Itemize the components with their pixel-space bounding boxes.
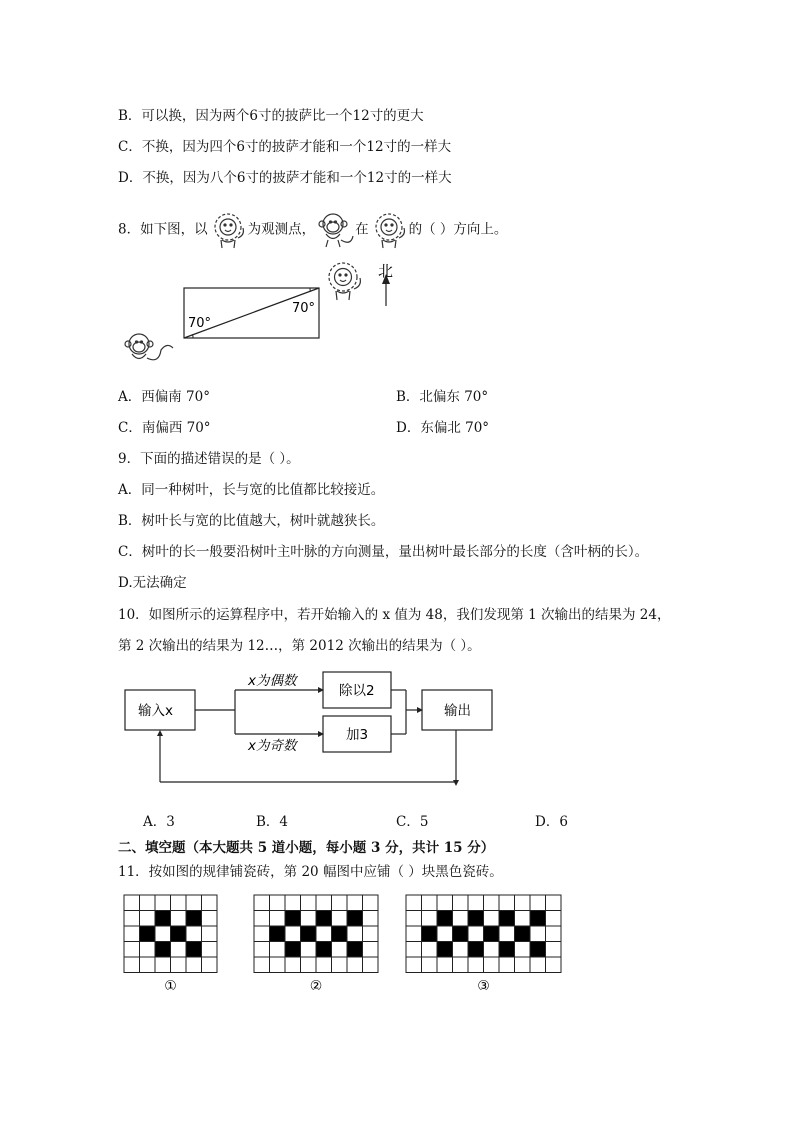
q8-stem-part4: 的（ ）方向上。: [408, 221, 508, 238]
white-tile: [499, 957, 515, 973]
white-tile: [270, 957, 286, 973]
q8-option-a: A．西偏南 70°: [118, 389, 210, 405]
q11-stem: 11．按如图的规律铺瓷砖，第 20 幅图中应铺（ ）块黑色瓷砖。: [118, 864, 503, 880]
white-tile: [437, 926, 453, 942]
black-tile: [316, 942, 332, 958]
black-tile: [285, 911, 301, 927]
q7-option-b: B．可以换，因为两个6寸的披萨比一个12寸的更大: [118, 108, 424, 124]
flow-odd-label: x为奇数: [248, 738, 297, 754]
black-tile: [316, 911, 332, 927]
white-tile: [301, 957, 317, 973]
q10-flowchart: [118, 668, 498, 793]
section2-title: 二、填空题（本大题共 5 道小题，每小题 3 分，共计 15 分）: [118, 840, 495, 856]
white-tile: [530, 926, 546, 942]
black-tile: [484, 926, 500, 942]
q7-option-d: D．不换，因为八个6寸的披萨才能和一个12寸的一样大: [118, 170, 452, 186]
white-tile: [254, 911, 270, 927]
north-label: 北: [378, 262, 394, 280]
angle-label-bottom-left: 70°: [188, 316, 212, 331]
white-tile: [484, 942, 500, 958]
lion-icon: [329, 263, 360, 300]
white-tile: [347, 895, 363, 911]
q8-option-c: C．南偏西 70°: [118, 420, 211, 436]
white-tile: [186, 895, 202, 911]
monkey-icon: [315, 210, 355, 250]
white-tile: [530, 957, 546, 973]
white-tile: [453, 942, 469, 958]
white-tile: [515, 957, 531, 973]
white-tile: [406, 957, 422, 973]
white-tile: [124, 957, 140, 973]
white-tile: [155, 926, 171, 942]
white-tile: [332, 942, 348, 958]
q9-option-c: C．树叶的长一般要沿树叶主叶脉的方向测量，量出树叶最长部分的长度（含叶柄的长）。: [118, 544, 649, 560]
white-tile: [363, 895, 379, 911]
white-tile: [202, 942, 218, 958]
black-tile: [499, 911, 515, 927]
white-tile: [406, 926, 422, 942]
white-tile: [422, 942, 438, 958]
white-tile: [202, 926, 218, 942]
flow-input-label: 输入x: [138, 703, 173, 719]
white-tile: [124, 926, 140, 942]
q11-tile-patterns: [118, 890, 568, 990]
white-tile: [406, 942, 422, 958]
white-tile: [186, 957, 202, 973]
q8-option-d: D．东偏北 70°: [396, 420, 490, 436]
white-tile: [202, 911, 218, 927]
q8-stem: [118, 210, 507, 250]
white-tile: [546, 895, 562, 911]
black-tile: [155, 942, 171, 958]
white-tile: [155, 895, 171, 911]
q10-stem-line2: 第 2 次输出的结果为 12…，第 2012 次输出的结果为（ ）。: [118, 638, 481, 654]
white-tile: [453, 895, 469, 911]
white-tile: [270, 911, 286, 927]
q9-option-a: A．同一种树叶，长与宽的比值都比较接近。: [118, 482, 385, 498]
monkey-icon: [125, 334, 173, 360]
white-tile: [347, 926, 363, 942]
white-tile: [437, 957, 453, 973]
white-tile: [530, 895, 546, 911]
tile-figure-label: ③: [477, 978, 490, 990]
white-tile: [140, 942, 156, 958]
white-tile: [301, 895, 317, 911]
q8-stem-part1: 8．如下图，以: [118, 221, 208, 238]
white-tile: [332, 895, 348, 911]
white-tile: [484, 911, 500, 927]
white-tile: [363, 942, 379, 958]
white-tile: [270, 895, 286, 911]
white-tile: [363, 911, 379, 927]
white-tile: [406, 895, 422, 911]
white-tile: [363, 957, 379, 973]
black-tile: [285, 942, 301, 958]
white-tile: [171, 911, 187, 927]
white-tile: [202, 895, 218, 911]
white-tile: [171, 957, 187, 973]
q10-option-a: A．3: [143, 814, 175, 830]
white-tile: [140, 957, 156, 973]
black-tile: [332, 926, 348, 942]
q9-option-d: D.无法确定: [118, 575, 187, 591]
white-tile: [285, 957, 301, 973]
black-tile: [347, 911, 363, 927]
white-tile: [468, 926, 484, 942]
black-tile: [453, 926, 469, 942]
white-tile: [546, 911, 562, 927]
q10-option-d: D．6: [535, 814, 568, 830]
black-tile: [140, 926, 156, 942]
white-tile: [140, 895, 156, 911]
white-tile: [254, 942, 270, 958]
black-tile: [270, 926, 286, 942]
black-tile: [468, 942, 484, 958]
flow-even-label: x为偶数: [248, 673, 297, 689]
tile-figure-3: [406, 895, 561, 990]
white-tile: [254, 895, 270, 911]
black-tile: [530, 911, 546, 927]
white-tile: [285, 895, 301, 911]
white-tile: [347, 957, 363, 973]
flow-output-label: 输出: [444, 703, 471, 719]
black-tile: [186, 942, 202, 958]
white-tile: [140, 911, 156, 927]
white-tile: [202, 957, 218, 973]
white-tile: [453, 957, 469, 973]
white-tile: [546, 942, 562, 958]
flow-add3-label: 加3: [346, 727, 369, 743]
angle-label-top-right: 70°: [292, 301, 316, 316]
black-tile: [499, 942, 515, 958]
white-tile: [546, 957, 562, 973]
white-tile: [171, 942, 187, 958]
white-tile: [155, 957, 171, 973]
white-tile: [124, 942, 140, 958]
q8-stem-part3: 在: [355, 221, 369, 238]
black-tile: [437, 942, 453, 958]
q9-option-b: B．树叶长与宽的比值越大，树叶就越狭长。: [118, 513, 385, 529]
black-tile: [301, 926, 317, 942]
flow-div2-label: 除以2: [339, 683, 375, 699]
white-tile: [499, 895, 515, 911]
black-tile: [155, 911, 171, 927]
lion-icon: [208, 210, 248, 250]
white-tile: [406, 911, 422, 927]
q7-option-c: C．不换，因为四个6寸的披萨才能和一个12寸的一样大: [118, 139, 452, 155]
black-tile: [422, 926, 438, 942]
white-tile: [468, 895, 484, 911]
q10-stem-line1: 10．如图所示的运算程序中，若开始输入的 x 值为 48，我们发现第 1 次输出的结果为 24，: [118, 607, 671, 623]
white-tile: [316, 957, 332, 973]
q8-direction-diagram: [115, 258, 415, 373]
white-tile: [515, 942, 531, 958]
white-tile: [422, 895, 438, 911]
white-tile: [515, 911, 531, 927]
q8-stem-part2: 为观测点，: [247, 221, 316, 238]
black-tile: [530, 942, 546, 958]
black-tile: [186, 911, 202, 927]
white-tile: [285, 926, 301, 942]
white-tile: [301, 911, 317, 927]
q9-stem: 9．下面的描述错误的是（ ）。: [118, 451, 300, 467]
white-tile: [468, 957, 484, 973]
lion-icon: [369, 210, 409, 250]
white-tile: [363, 926, 379, 942]
white-tile: [186, 926, 202, 942]
white-tile: [453, 911, 469, 927]
white-tile: [316, 926, 332, 942]
q10-option-c: C．5: [396, 814, 429, 830]
white-tile: [422, 957, 438, 973]
tile-figure-label: ②: [309, 978, 323, 990]
white-tile: [332, 957, 348, 973]
white-tile: [171, 895, 187, 911]
white-tile: [124, 911, 140, 927]
white-tile: [499, 926, 515, 942]
white-tile: [301, 942, 317, 958]
white-tile: [515, 895, 531, 911]
black-tile: [515, 926, 531, 942]
white-tile: [332, 911, 348, 927]
white-tile: [422, 911, 438, 927]
tile-figure-label: ①: [164, 978, 177, 990]
white-tile: [484, 895, 500, 911]
white-tile: [270, 942, 286, 958]
white-tile: [254, 926, 270, 942]
white-tile: [254, 957, 270, 973]
white-tile: [484, 957, 500, 973]
black-tile: [437, 911, 453, 927]
tile-figure-1: [124, 895, 217, 990]
black-tile: [347, 942, 363, 958]
white-tile: [316, 895, 332, 911]
white-tile: [437, 895, 453, 911]
black-tile: [171, 926, 187, 942]
q10-option-b: B．4: [256, 814, 289, 830]
tile-figure-2: [254, 895, 378, 990]
black-tile: [468, 911, 484, 927]
q8-option-b: B．北偏东 70°: [396, 389, 489, 405]
white-tile: [124, 895, 140, 911]
white-tile: [546, 926, 562, 942]
